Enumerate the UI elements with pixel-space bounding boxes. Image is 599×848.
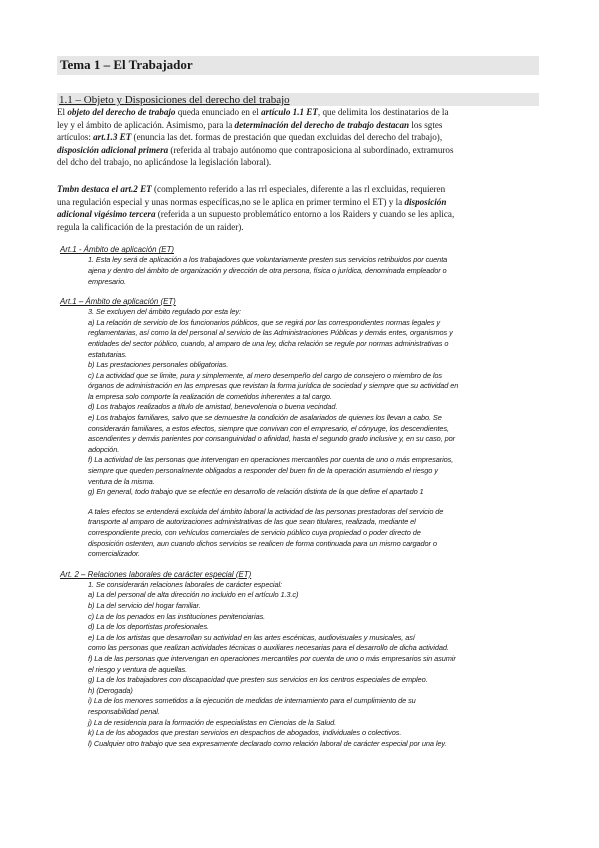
section-heading <box>57 93 539 106</box>
article-line: h) (Derogada) <box>88 685 133 695</box>
article-line: ajena y dentro del ámbito de organización y dirección de otra persona, física o jurídica, denominada empleador o <box>88 265 447 275</box>
article-line: e) La de los artistas que desarrollan su actividad en las artes escénicas, audiovisuales y musicales, así <box>88 632 415 642</box>
paragraph-text: (complemento referido a las rrl especiales, diferente a las rl excluidas, requieren <box>151 183 446 194</box>
article-line: 1. Se considerarán relaciones laborales de carácter especial: <box>88 579 282 589</box>
article-line: a) La del personal de alta dirección no incluido en el artículo 1.3.c) <box>88 590 299 600</box>
paragraph-text: los sgtes <box>409 119 443 130</box>
article-line: b) La del servicio del hogar familiar. <box>88 600 201 610</box>
article-line: e) Los trabajos familiares, salvo que se demuestre la condición de asalariados de quienes los llevan a cabo. Se <box>88 413 442 423</box>
paragraph-line <box>57 156 539 169</box>
art1-3-title: Art.1 – Ámbito de aplicación (ET) <box>60 297 176 307</box>
article-line: entidades del sector público, cuando, al amparo de una ley, dicha relación se regule por normas administrativas o <box>88 338 449 348</box>
article-line: considerarán familiares, a estos efectos, siempre que convivan con el empresario, el cónyuge, los descendientes, <box>88 423 449 433</box>
article-line: la empresa solo comporte la realización de cometidos inherentes a tal cargo. <box>88 391 332 401</box>
article-line: g) En general, todo trabajo que se efectúe en desarrollo de relación distinta de la que define el apartado 1 <box>88 487 424 497</box>
art2-title: Art. 2 – Relaciones laborales de carácter especial (ET) <box>60 569 252 579</box>
paragraph-text: del dcho del trabajo, no aplicándose la legislación laboral). <box>57 157 272 168</box>
article-line: el riesgo y ventura de aquellas. <box>88 664 188 674</box>
paragraph-text: (referida a un supuesto problemático entorno a los Raiders y cuando se les aplica, <box>155 209 455 220</box>
paragraph-line <box>57 208 539 221</box>
paragraph-text: artículos: <box>57 132 94 143</box>
section-heading-text: 1.1 – Objeto y Disposiciones del derecho del trabajo <box>59 94 290 106</box>
paragraph-line <box>57 106 539 119</box>
article-line: g) La de los trabajadores con discapacidad que presten sus servicios en los centros especiales de empleo. <box>88 675 428 685</box>
article-line: i) La de los menores sometidos a la ejecución de medidas de internamiento para el cumplimiento de su <box>88 696 416 706</box>
paragraph-line <box>57 221 539 234</box>
article-line: d) La de los deportistas profesionales. <box>88 622 209 632</box>
paragraph-line <box>57 119 539 132</box>
article-line: empresario. <box>88 276 126 286</box>
emphasis-text: artículo 1.1 ET <box>261 107 318 117</box>
art1-1-body <box>57 255 539 287</box>
paragraph-line <box>57 144 539 157</box>
paragraph-text: El <box>57 107 68 117</box>
article-line: a) La relación de servicio de los funcionarios públicos, que se regirá por las correspondientes normas legales y <box>88 317 440 327</box>
article-line: j) La de residencia para la formación de especialistas en Ciencias de la Salud. <box>88 717 337 727</box>
paragraph-text: una regulación especial y unas normas específicas,no se le aplica en primer termino el ET) y la <box>57 196 405 207</box>
document-page <box>57 56 539 749</box>
article-line: disposición ostenten, aun cuando dichos servicios se realicen de forma continuada para un mismo cargador o <box>88 538 437 548</box>
emphasis-text: disposición adicional primera <box>57 144 169 155</box>
article-line: 3. Se excluyen del ámbito regulado por esta ley: <box>88 307 241 317</box>
article-line: l) Cualquier otro trabajo que sea expresamente declarado como relación laboral de carácter especial por una ley. <box>88 738 447 748</box>
art1-3-body <box>57 307 539 498</box>
paragraph-text: (referida al trabajo autónomo que contraposiciona al subordinado, extramuros <box>168 144 454 155</box>
article-line: estatutarias. <box>88 349 127 359</box>
article-line: ventura de la misma. <box>88 476 155 486</box>
article-line: responsabilidad penal. <box>88 706 160 716</box>
article-line: f) La actividad de las personas que intervengan en operaciones mercantiles por cuenta de uno o más empresarios, <box>88 455 454 465</box>
art1-3-extra <box>57 507 539 560</box>
paragraph-line <box>57 131 539 144</box>
emphasis-text: determinación del derecho de trabajo destacan <box>234 119 410 130</box>
emphasis-text: Tmbn destaca el art.2 ET <box>57 183 152 194</box>
article-line: c) La de los penados en las instituciones penitenciarias. <box>88 611 266 621</box>
emphasis-text: art.1.3 ET <box>93 132 132 143</box>
article-line: órganos de administración en las empresas que revistan la forma jurídica de sociedad y siempre que su actividad en <box>88 381 459 391</box>
article-line: reglamentarias, así como la del personal al servicio de las Administraciones Públicas y demás entes, organismos y <box>88 328 453 338</box>
art2-paragraph <box>57 183 539 233</box>
paragraph-line <box>57 196 539 209</box>
article-line: correspondiente precio, con vehículos comerciales de servicio público cuya propiedad o poder directo de <box>88 528 421 537</box>
article-line: adopción. <box>88 444 120 454</box>
emphasis-text: disposición <box>404 196 447 207</box>
article-line: c) La actividad que se limite, pura y simplemente, al mero desempeño del cargo de consejero o miembro de los <box>88 370 442 380</box>
emphasis-text: objeto del derecho de trabajo <box>67 107 176 117</box>
article-line: como las personas que realizan actividades técnicas o auxiliares necesarias para el desarrollo de dicha actividad. <box>88 643 449 653</box>
paragraph-text: (enuncia las det. formas de prestación que quedan excluidas del derecho del trabajo), <box>131 132 443 143</box>
page-title: Tema 1 – El Trabajador <box>57 56 539 75</box>
article-line: comercializador. <box>88 549 140 559</box>
article-line: 1. Esta ley será de aplicación a los trabajadores que voluntariamente presten sus servicios retribuidos por cuenta <box>88 255 448 265</box>
article-line: ascendientes y demás parientes por consanguinidad o afinidad, hasta el segundo grado inclusive y, en su caso, por <box>88 434 455 444</box>
article-line: k) La de los abogados que prestan servicios en despachos de abogados, individuales o colectivos. <box>88 728 402 738</box>
article-line: f) La de las personas que intervengan en operaciones mercantiles por cuenta de uno o más empresarios sin asumir <box>88 653 456 663</box>
paragraph-line <box>57 183 539 196</box>
article-line: siempre que queden personalmente obligados a responder del buen fin de la operación asumiendo el riesgo y <box>88 466 438 476</box>
paragraph-text: regula la calificación de la prestación de un raider). <box>57 221 244 232</box>
art1-1-title: Art.1 - Ámbito de aplicación (ET) <box>60 245 175 255</box>
art2-body <box>57 580 539 750</box>
article-line: b) Las prestaciones personales obligatorias. <box>88 360 229 370</box>
article-line: A tales efectos se entenderá excluida del ámbito laboral la actividad de las personas prestadoras del servicio de <box>88 506 444 516</box>
intro-paragraph <box>57 106 539 169</box>
paragraph-text: queda enunciado en el <box>175 107 262 117</box>
article-line: transporte al amparo de autorizaciones administrativas de las que sean titulares, realizada, mediante el <box>88 517 416 527</box>
emphasis-text: adicional vigésimo tercera <box>57 209 156 220</box>
paragraph-text: ley y el ámbito de aplicación. Asimismo, para la <box>57 119 235 130</box>
article-line: d) Los trabajos realizados a título de amistad, benevolencia o buena vecindad. <box>88 402 338 412</box>
paragraph-text: , que delimita los destinatarios de la <box>317 107 449 117</box>
